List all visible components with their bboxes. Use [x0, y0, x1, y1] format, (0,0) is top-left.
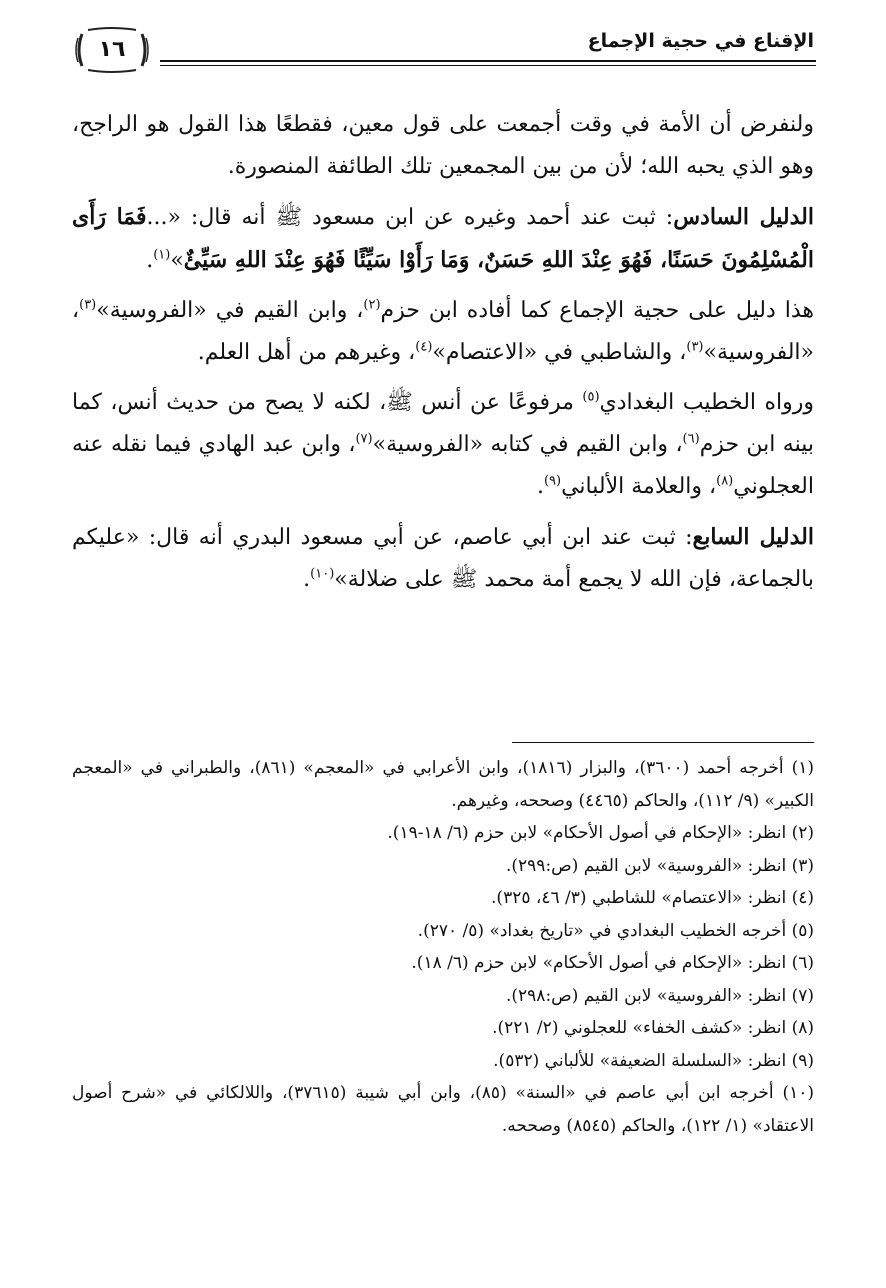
- footnote-divider: [512, 742, 814, 743]
- running-title: الإقناع في حجية الإجماع: [587, 30, 814, 52]
- text-run: ، والشاطبي في «الاعتصام»: [432, 340, 687, 365]
- paragraph: [72, 516, 814, 601]
- text-run: .: [536, 474, 544, 499]
- footnote: (٥) أخرجه الخطيب البغدادي في «تاريخ بغداد» (٥/ ٢٧٠).: [417, 920, 814, 941]
- header-left-line: [752, 60, 816, 62]
- footnote-ref: (٣): [79, 297, 97, 313]
- text-run: هذا دليل على حجية الإجماع كما أفاده ابن حزم: [380, 298, 814, 323]
- text-run: : ثبت عند ابن أبي عاصم، عن أبي مسعود البدري أنه قال: «عليكم بالجماعة، فإن الله لا يجمع أمة محمد ﷺ على ضلالة»: [72, 525, 814, 592]
- text-run: ، «الفروسية»: [72, 298, 814, 365]
- text-run: مرفوعًا عن أنس ﷺ، لكنه لا يصح من حديث أنس، كما بينه ابن حزم: [72, 390, 814, 457]
- text-run: ، وابن القيم في كتابه «الفروسية»: [372, 432, 683, 457]
- footnote-ref: (١): [153, 247, 171, 263]
- text-run: ، وغيرهم من أهل العلم.: [197, 340, 416, 365]
- footnote-ref: (٥): [582, 389, 600, 405]
- header-left-line-thin: [752, 65, 816, 66]
- text-run: ، والعلامة الألباني: [561, 474, 717, 499]
- text-run: »: [170, 248, 184, 273]
- text-run: .: [303, 567, 311, 592]
- footnote-ref: (٧): [355, 431, 373, 447]
- hadith-quote: فَمَا رَأَى الْمُسْلِمُونَ حَسَنًا، فَهُوَ عِنْدَ اللهِ حَسَنٌ، وَمَا رَأَوْا سَيِّئًا فَهُوَ عِنْدَ اللهِ سَيِّئٌ: [72, 204, 814, 273]
- footnote-ref: (١٠): [310, 566, 335, 582]
- footnote-ref: (٤): [415, 339, 433, 355]
- footnote: (٢) انظر: «الإحكام في أصول الأحكام» لابن حزم (٦/ ١٨-١٩).: [387, 823, 814, 843]
- paragraph: ولنفرض أن الأمة في وقت أجمعت على قول معين، فقطعًا هذا القول هو الراجح، وهو الذي يحبه الله؛ لأن من بين المجمعين تلك الطائفة المنصورة.: [72, 112, 814, 179]
- text-run: ، وابن عبد الهادي فيما نقله عنه العجلوني: [72, 432, 814, 499]
- footnote-ref: (٢): [363, 297, 381, 313]
- page-number: ١٦: [98, 37, 126, 62]
- header-rule-thin: [160, 65, 814, 66]
- footnote: (١) أخرجه أحمد (٣٦٠٠)، والبزار (١٨١٦)، وابن الأعرابي في «المعجم» (٨٦١)، والطبراني في «المعجم الكبير» (٩/ ١١٢)، والحاكم (٤٤٦٥) وصححه، وغيرهم.: [72, 758, 814, 811]
- section-heading: الدليل السادس: [673, 204, 814, 230]
- paragraph: [72, 290, 814, 374]
- footnote: (٤) انظر: «الاعتصام» للشاطبي (٣/ ٤٦، ٣٢٥).: [491, 888, 814, 908]
- footnotes: [72, 752, 814, 1142]
- footnote-ref: (٩): [543, 473, 562, 489]
- footnote-ref: (٣): [686, 339, 704, 355]
- text-run: ، وابن القيم في «الفروسية»: [96, 298, 364, 323]
- footnote: (٣) انظر: «الفروسية» لابن القيم (ص:٢٩٩).: [505, 855, 814, 876]
- text-run: .: [146, 248, 154, 273]
- footnote: (٧) انظر: «الفروسية» لابن القيم (ص:٢٩٨).: [505, 985, 814, 1006]
- footnote: (١٠) أخرجه ابن أبي عاصم في «السنة» (٨٥)، وابن أبي شيبة (٣٧٦١٥)، واللالكائي في «شرح أصول الاعتقاد» (١/ ١٢٢)، والحاكم (٨٥٤٥) وصححه.: [72, 1083, 815, 1136]
- footnote-ref: (٦): [682, 431, 700, 447]
- header-rule: [160, 60, 814, 62]
- footnote-ref: (٨): [716, 473, 734, 489]
- text-run: ورواه الخطيب البغدادي: [599, 390, 815, 415]
- section-heading: الدليل السابع: [692, 524, 814, 550]
- paragraph: [72, 382, 814, 508]
- page-header: [72, 24, 814, 80]
- footnote: (٩) انظر: «السلسلة الضعيفة» للألباني (٥٣٢).: [493, 1050, 814, 1071]
- footnote: (٨) انظر: «كشف الخفاء» للعجلوني (٢/ ٢٢١).: [492, 1018, 814, 1038]
- footnote: (٦) انظر: «الإحكام في أصول الأحكام» لابن حزم (٦/ ١٨).: [411, 953, 814, 973]
- main-text: [72, 104, 814, 609]
- paragraph: [72, 196, 814, 282]
- text-run: : ثبت عند أحمد وغيره عن ابن مسعود ﷺ أنه قال: «...: [146, 205, 674, 230]
